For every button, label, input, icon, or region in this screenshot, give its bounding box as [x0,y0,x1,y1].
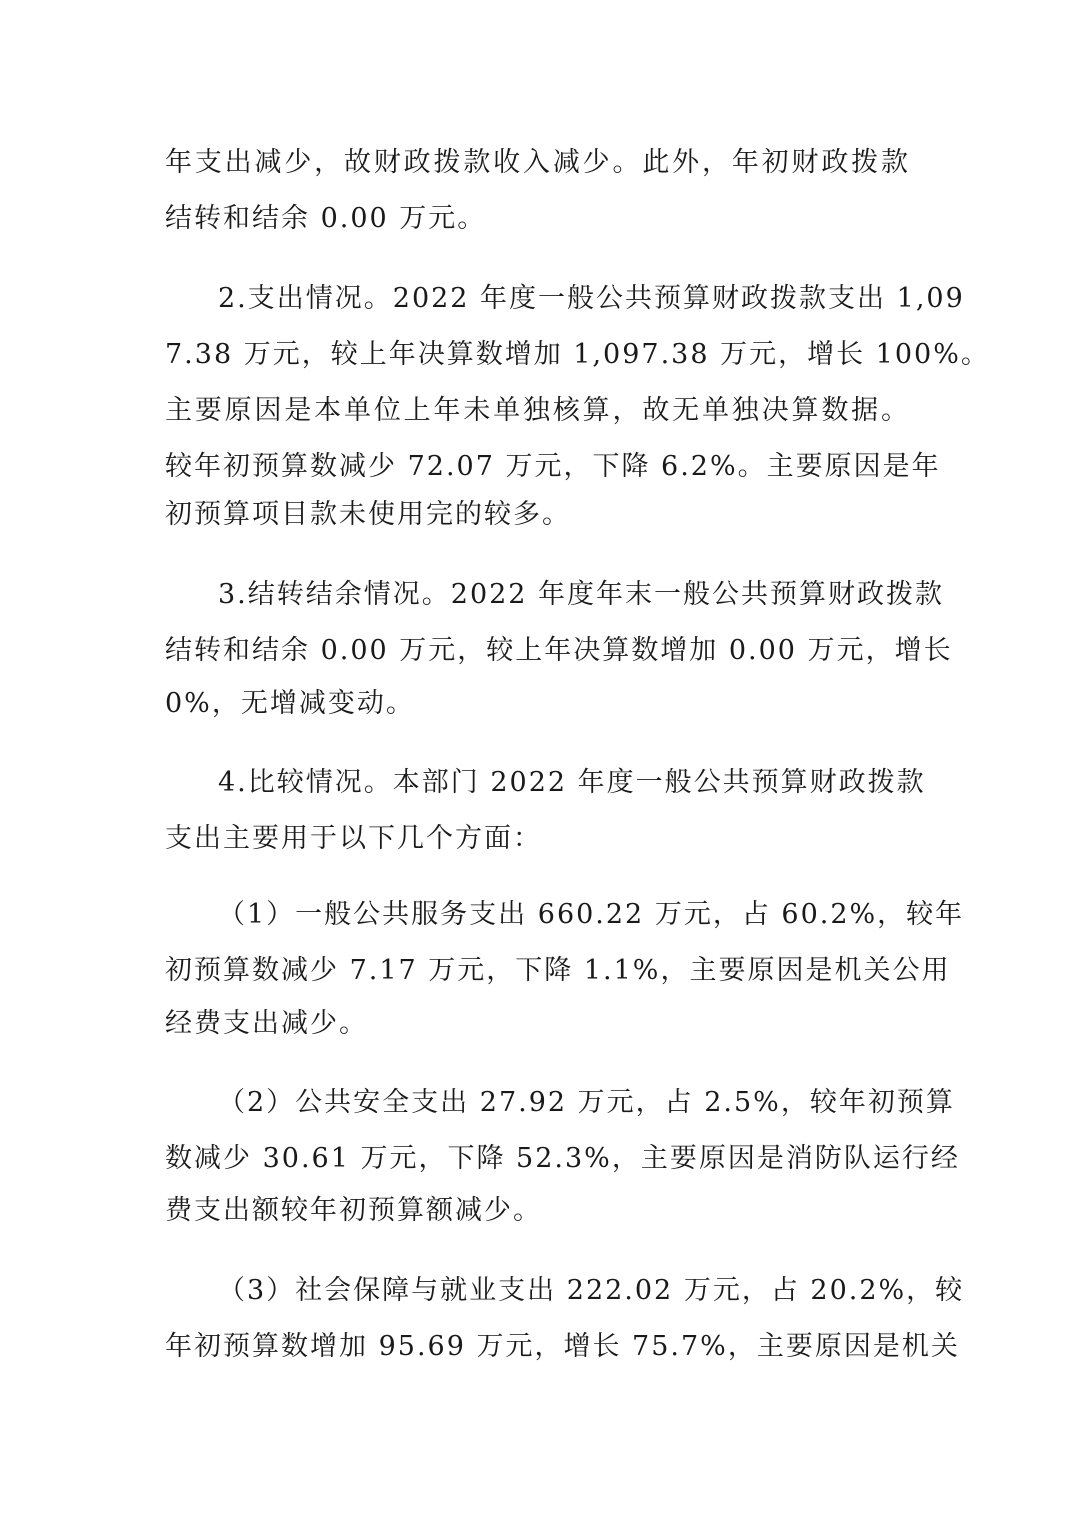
text-line: 3.结转结余情况。2022 年度年末一般公共预算财政拨款 [218,579,945,610]
text-line: 数减少 30.61 万元，下降 52.3%，主要原因是消防队运行经 [165,1143,960,1174]
text-line: 4.比较情况。本部门 2022 年度一般公共预算财政拨款 [218,767,926,798]
text-line: 支出主要用于以下几个方面： [165,823,542,854]
text-line: 经费支出减少。 [165,1008,368,1039]
text-line: 结转和结余 0.00 万元，较上年决算数增加 0.00 万元，增长 [165,635,953,666]
text-line: 费支出额较年初预算额减少。 [165,1195,542,1226]
text-line: （3）社会保障与就业支出 222.02 万元，占 20.2%，较 [218,1275,965,1306]
text-line: （1）一般公共服务支出 660.22 万元，占 60.2%，较年 [218,899,965,930]
text-line: 年支出减少，故财政拨款收入减少。此外，年初财政拨款 [165,147,910,178]
text-line: 0%，无增减变动。 [165,688,415,719]
text-line: 结转和结余 0.00 万元。 [165,203,487,234]
text-line: 2.支出情况。2022 年度一般公共预算财政拨款支出 1,09 [218,283,965,314]
text-line: 7.38 万元，较上年决算数增加 1,097.38 万元，增长 100%。 [165,339,990,370]
text-line: 年初预算数增加 95.69 万元，增长 75.7%，主要原因是机关 [165,1331,960,1362]
text-line: 较年初预算数减少 72.07 万元，下降 6.2%。主要原因是年 [165,451,941,482]
text-line: 初预算数减少 7.17 万元，下降 1.1%，主要原因是机关公用 [165,955,951,986]
text-line: 主要原因是本单位上年未单独核算，故无单独决算数据。 [165,395,910,426]
text-line: （2）公共安全支出 27.92 万元，占 2.5%，较年初预算 [218,1087,955,1118]
text-line: 初预算项目款未使用完的较多。 [165,499,571,530]
